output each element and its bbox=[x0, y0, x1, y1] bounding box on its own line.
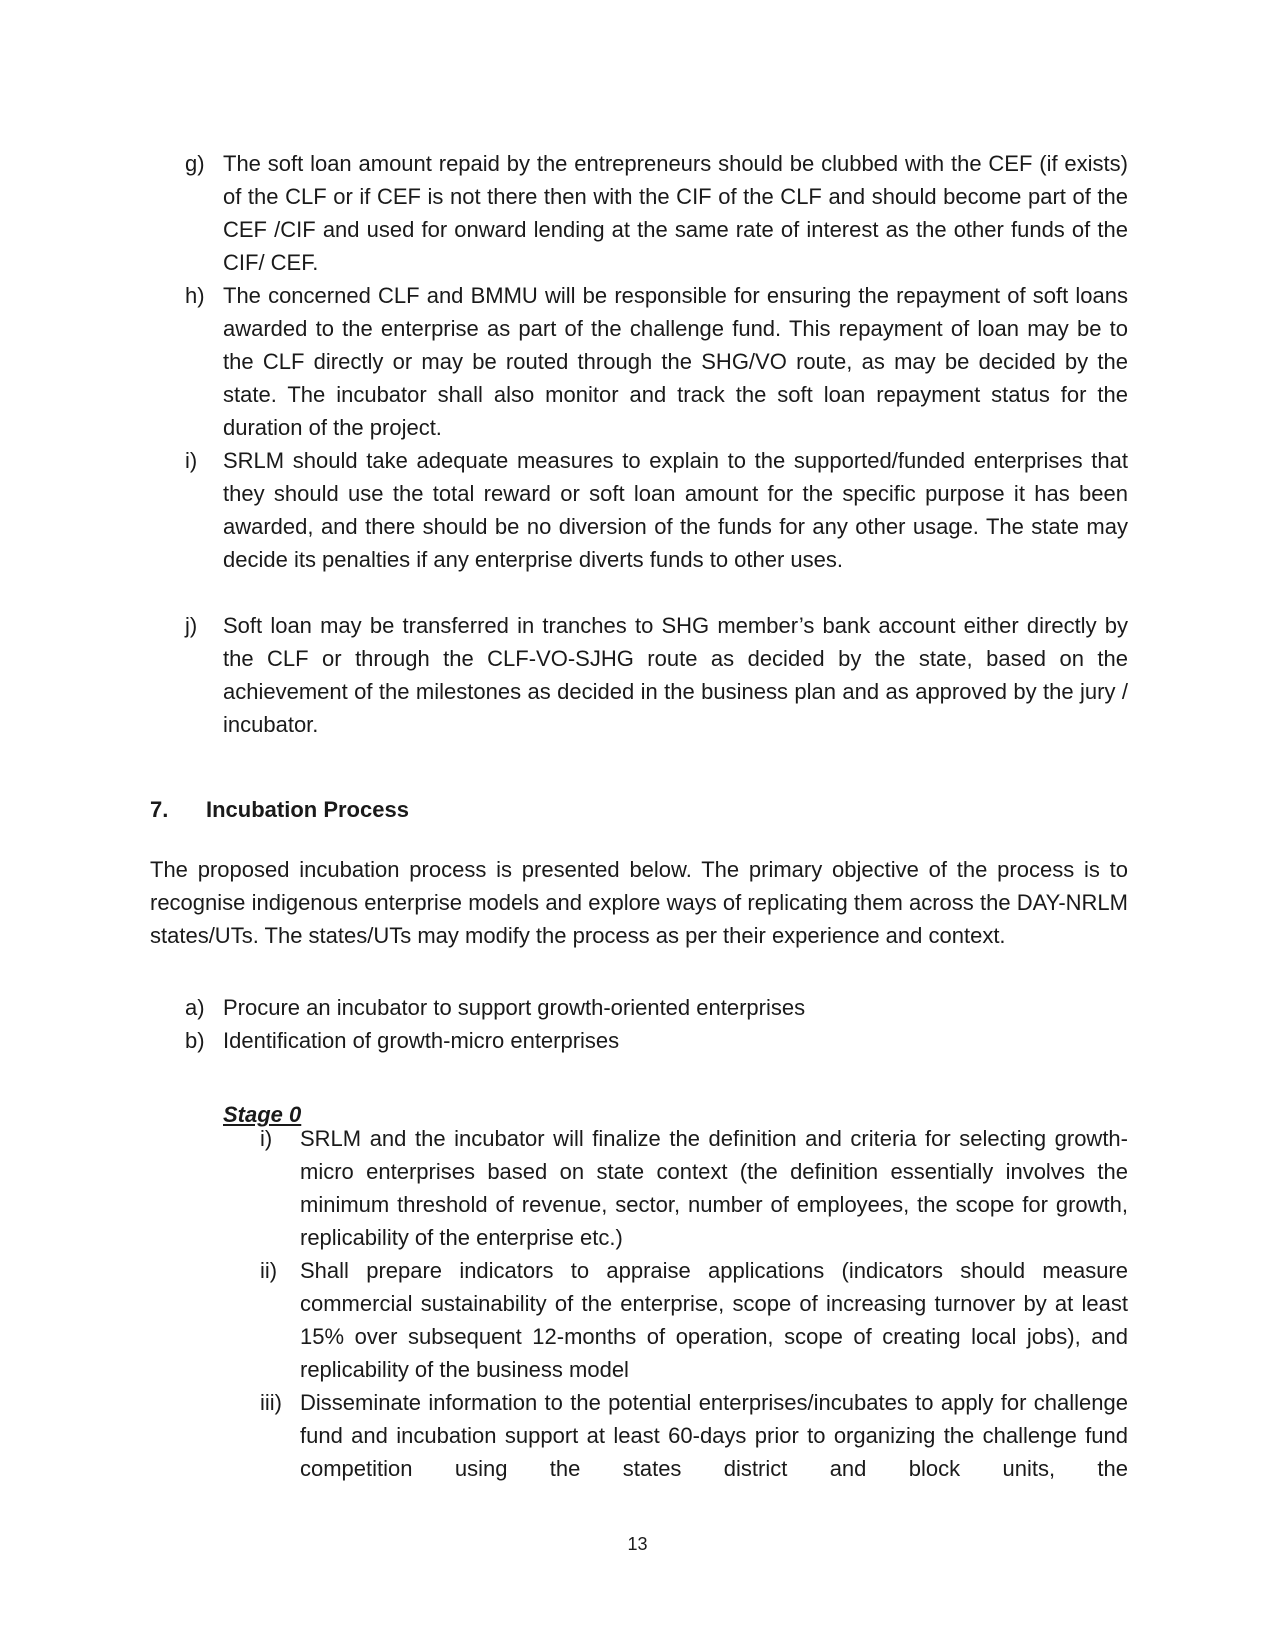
stage-item-iii bbox=[260, 1386, 1128, 1485]
section-intro: The proposed incubation process is presented below. The primary objective of the process is to recognise indigenous enterprise models and explore ways of replicating them across the DAY-NRLM states/UTs. The states/UTs may modify the process as per their experience and context. bbox=[150, 857, 1128, 948]
list-item-h bbox=[185, 279, 1128, 444]
list-marker: h) bbox=[185, 283, 205, 308]
list-item-text: Procure an incubator to support growth-oriented enterprises bbox=[223, 995, 806, 1020]
stage-item-i bbox=[260, 1122, 1128, 1254]
list-marker: g) bbox=[185, 151, 205, 176]
list-item-i bbox=[185, 444, 1128, 576]
list-item-text: The soft loan amount repaid by the entrepreneurs should be clubbed with the CEF (if exists) of the CLF or if CEF is not there then with the CIF of the CLF and should become part of the CEF /CIF and used for onward lending at the same rate of interest as the other funds of the CIF/ CEF. bbox=[223, 151, 1128, 275]
list-item-b bbox=[185, 1024, 1128, 1057]
list-marker: i) bbox=[185, 448, 198, 473]
list-item-text: Disseminate information to the potential enterprises/incubates to apply for challenge fund and incubation support at least 60-days prior to organizing the challenge fund competition using the states district and block units, the bbox=[300, 1390, 1128, 1481]
list-marker: iii) bbox=[260, 1390, 282, 1415]
list-marker: ii) bbox=[260, 1258, 278, 1283]
list-item-text: Soft loan may be transferred in tranches to SHG member’s bank account either directly by the CLF or through the CLF-VO-SJHG route as decided by the state, based on the achievement of the milestones as decided in the business plan and as approved by the jury / incubator. bbox=[223, 613, 1128, 737]
list-item-j bbox=[185, 609, 1128, 741]
section-number: 7. bbox=[150, 797, 169, 822]
list-item-text: Shall prepare indicators to appraise applications (indicators should measure commercial sustainability of the enterprise, scope of increasing turnover by at least 15% over subsequent 12-months of operation, scope of creating local jobs), and replicability of the business model bbox=[300, 1258, 1128, 1382]
list-item-text: The concerned CLF and BMMU will be responsible for ensuring the repayment of soft loans awarded to the enterprise as part of the challenge fund. This repayment of loan may be to the CLF directly or may be routed through the SHG/VO route, as may be decided by the state. The incubator shall also monitor and track the soft loan repayment status for the duration of the project. bbox=[223, 283, 1128, 440]
list-item-text: SRLM should take adequate measures to explain to the supported/funded enterprises that they should use the total reward or soft loan amount for the specific purpose it has been awarded, and there should be no diversion of the funds for any other usage. The state may decide its penalties if any enterprise diverts funds to other uses. bbox=[223, 448, 1128, 572]
list-item-g bbox=[185, 147, 1128, 279]
list-marker: b) bbox=[185, 1028, 205, 1053]
stage-title: Stage 0 bbox=[223, 1102, 302, 1127]
stage-item-ii bbox=[260, 1254, 1128, 1386]
list-item-text: SRLM and the incubator will finalize the definition and criteria for selecting growth-micro enterprises based on state context (the definition essentially involves the minimum threshold of revenue, sector, number of employees, the scope for growth, replicability of the enterprise etc.) bbox=[300, 1126, 1128, 1250]
list-marker: i) bbox=[260, 1126, 273, 1151]
section-heading bbox=[150, 795, 409, 825]
list-marker: j) bbox=[185, 613, 198, 638]
section-title: Incubation Process bbox=[206, 797, 409, 822]
list-item-text: Identification of growth-micro enterprises bbox=[223, 1028, 620, 1053]
list-marker: a) bbox=[185, 995, 205, 1020]
page-number: 13 bbox=[627, 1534, 648, 1554]
list-item-a bbox=[185, 991, 1128, 1024]
